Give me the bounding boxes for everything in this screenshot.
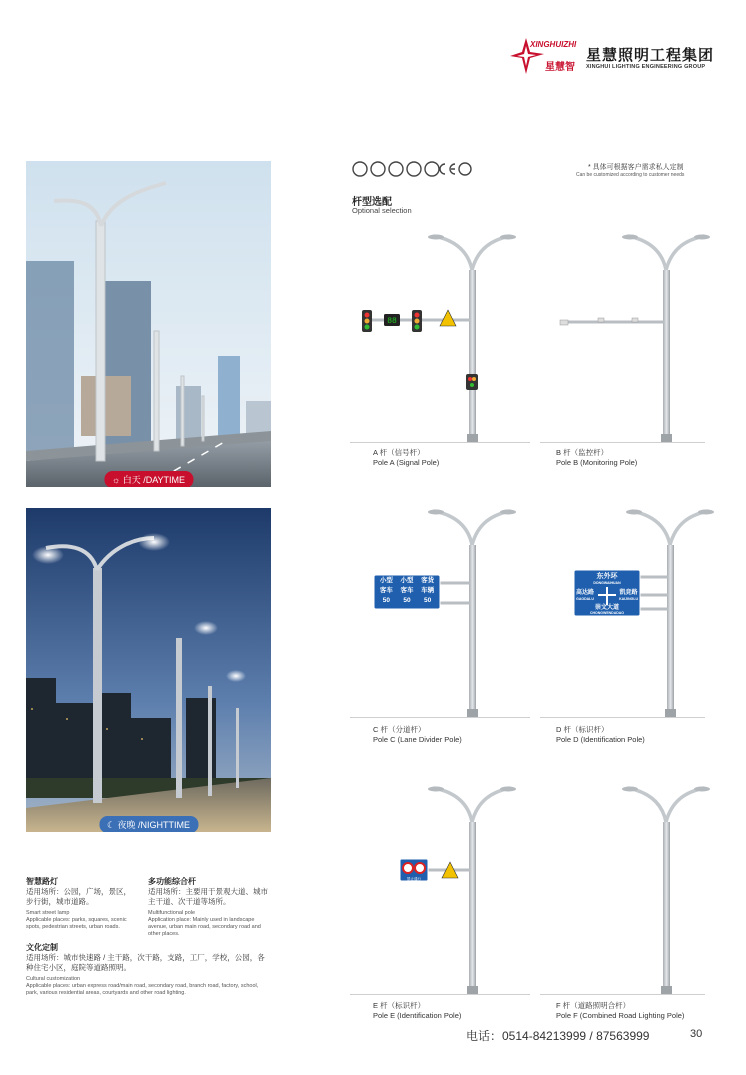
- pole-b-en: Pole B (Monitoring Pole): [556, 458, 638, 467]
- culture-en-title: Cultural customization: [26, 976, 81, 982]
- smart-lamp-block: [26, 876, 138, 931]
- pole-c-en: Pole C (Lane Divider Pole): [373, 735, 462, 744]
- pole-b-cn: B 杆（监控杆）: [556, 448, 609, 457]
- daytime-photo: [26, 161, 271, 487]
- culture-block: [26, 942, 270, 997]
- smart-lamp-en: Applicable places: parks, squares, scenic spots, pedestrian streets, urban roads.: [26, 917, 127, 930]
- nighttime-photo: [26, 508, 271, 832]
- nighttime-tag-label: 夜晚 /NIGHTTIME: [117, 820, 191, 830]
- multi-pole-block: [148, 876, 270, 938]
- pole-d-caption: [556, 724, 645, 744]
- multi-pole-en: Application place: Mainly used in landscape avenue, urban main road, secondary road and other places.: [148, 917, 261, 937]
- c-sign-cell: 客货: [421, 577, 435, 584]
- d-sign-east-en: KAIJINGLU: [619, 597, 638, 601]
- customize-note-cn: * 具体可根据客户需求私人定制: [588, 164, 684, 171]
- pole-f-caption: [556, 1000, 684, 1020]
- smart-lamp-en-title: Smart street lamp: [26, 910, 70, 916]
- smart-lamp-title: 智慧路灯: [26, 877, 58, 886]
- pole-a-cn: A 杆（信号杆）: [373, 448, 425, 457]
- pole-f-en: Pole F (Combined Road Lighting Pole): [556, 1011, 685, 1020]
- c-lane-sign: [376, 576, 438, 606]
- moon-icon: ☾: [106, 820, 118, 830]
- customize-note-en: Can be customized according to customer needs: [576, 172, 685, 178]
- sun-icon: ☼: [111, 475, 123, 485]
- pole-c-caption: [373, 724, 462, 744]
- d-sign-west: 高达路: [576, 590, 595, 596]
- contact-phone: 电话：0514-84213999 / 87563999: [466, 1029, 650, 1043]
- multi-pole-title: 多功能综合杆: [148, 877, 196, 886]
- pole-e-cn: E 杆（标识杆）: [373, 1001, 426, 1010]
- culture-title: 文化定制: [26, 943, 58, 952]
- c-sign-cell: 50: [382, 597, 390, 604]
- section-title-en: Optional selection: [352, 206, 412, 215]
- pole-diagrams: [340, 220, 720, 1020]
- daytime-tag-label: 白天 /DAYTIME: [122, 475, 186, 485]
- nighttime-tag: [99, 816, 198, 832]
- c-sign-cell: 50: [424, 597, 432, 604]
- c-sign-cell: 客车: [379, 587, 393, 594]
- pole-d-en: Pole D (Identification Pole): [556, 735, 645, 744]
- d-sign-north-en: DONGWAIHUAN: [593, 581, 621, 585]
- pole-a: [362, 235, 516, 443]
- multi-pole-cn: 适用场所：主要用于景观大道、城市主干道、次干道等场所。: [148, 887, 268, 906]
- d-sign-south-en: CHONGWENDADAO: [589, 611, 625, 615]
- pole-f-cn: F 杆（道路照明合杆）: [556, 1001, 631, 1010]
- company-name-en: XINGHUI LIGHTING ENGINEERING GROUP: [586, 64, 706, 70]
- a-led-countdown: 88: [387, 317, 397, 326]
- pole-e: [400, 787, 516, 995]
- d-sign-west-en: GAODALU: [576, 597, 594, 601]
- d-sign-north: 东外环: [596, 573, 618, 580]
- section-title-cn: 杆型选配: [352, 197, 392, 208]
- pole-c-cn: C 杆（分道杆）: [373, 725, 426, 734]
- c-sign-cell: 小型: [400, 577, 414, 584]
- logo-brand-en: XINGHUIZHI: [530, 40, 577, 49]
- pole-e-caption: [373, 1000, 461, 1020]
- c-sign-cell: 50: [403, 597, 411, 604]
- smart-lamp-cn: 适用场所：公园，广场，景区，步行街，城市道路。: [26, 887, 131, 906]
- pole-b: [560, 235, 710, 443]
- pole-e-en: Pole E (Identification Pole): [373, 1011, 462, 1020]
- c-sign-cell: 小型: [379, 577, 393, 584]
- multi-pole-en-title: Multifunctional pole: [148, 910, 196, 916]
- d-direction-sign: [576, 571, 638, 615]
- culture-cn: 适用场所：城市快速路 / 主干路，次干路，支路，工厂，学校，公园，各种住宅小区，庭院等道路照明。: [26, 953, 265, 972]
- page-number: 30: [690, 1028, 703, 1040]
- certification-icons: [352, 160, 472, 178]
- pole-b-caption: [556, 447, 637, 467]
- c-sign-cell: 车辆: [421, 587, 435, 594]
- pole-d-cn: D 杆（标识杆）: [556, 725, 609, 734]
- c-sign-cell: 客车: [400, 587, 414, 594]
- d-sign-south: 崇文大道: [594, 605, 619, 611]
- company-name-cn: 星慧照明工程集团: [586, 47, 715, 64]
- pole-f: [622, 787, 710, 995]
- pole-a-caption: [373, 447, 439, 467]
- d-sign-east: 凯竞路: [619, 590, 638, 596]
- culture-en: Applicable places: urban express road/main road, secondary road, branch road, factory, school, park, various residential areas, courtyards and other road lighting.: [26, 983, 259, 996]
- logo-brand-cn: 星慧智: [545, 62, 575, 73]
- pole-c: [374, 510, 516, 718]
- daytime-tag: [104, 471, 193, 487]
- pole-a-en: Pole A (Signal Pole): [373, 458, 440, 467]
- e-sign-label: 禁止通行: [407, 877, 421, 881]
